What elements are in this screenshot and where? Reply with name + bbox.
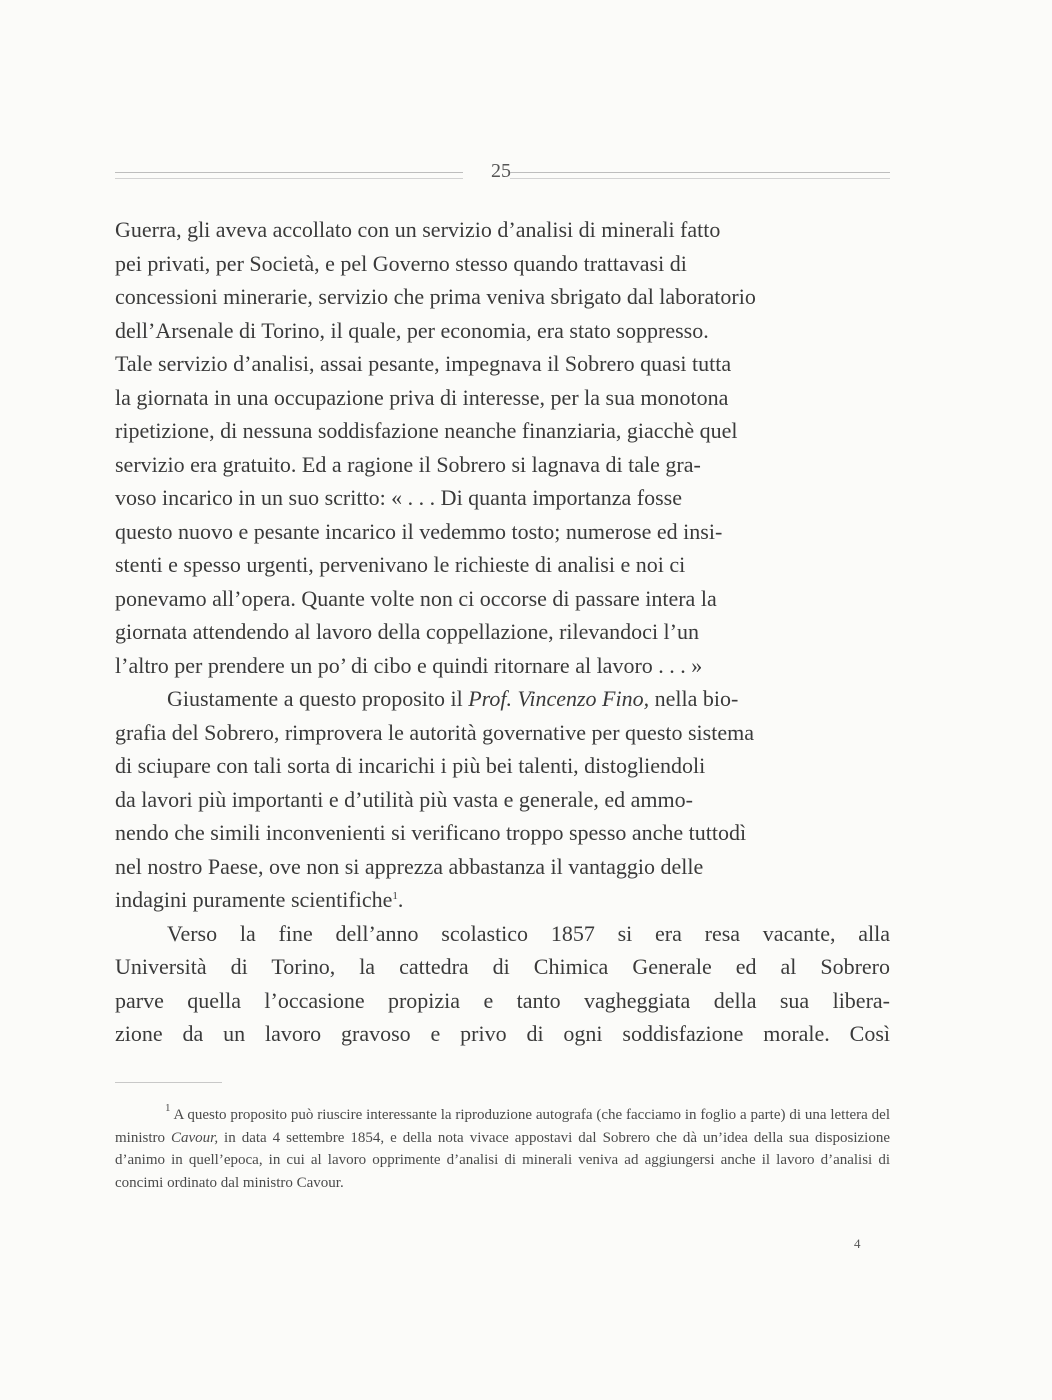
text-line: parve quella l’occasione propizia e tanto vagheggiata della sua libera- [115, 987, 890, 1013]
text-line: Verso la fine dell’anno scolastico 1857 si era resa vacante, alla [167, 920, 890, 946]
paragraph-1 [115, 213, 890, 682]
text-line: la giornata in una occupazione priva di interesse, per la sua monotona [115, 384, 729, 410]
text-line: ripetizione, di nessuna soddisfazione neanche finanziaria, giacchè quel [115, 418, 738, 443]
text-segment: A questo proposito può riuscire interessante la riproduzione autografa (che facciamo in foglio a parte) di una lettera del ministro [115, 1107, 890, 1146]
body-text [115, 213, 890, 1051]
signature-mark: 4 [854, 1236, 861, 1251]
text-line: Università di Torino, la cattedra di Chimica Generale ed al Sobrero [115, 954, 890, 979]
text-line: da lavori più importanti e d’utilità più vasta e generale, ed ammo- [115, 786, 693, 812]
text-segment: . [397, 887, 404, 912]
text-line: ponevamo all’opera. Quante volte non ci occorse di passare intera la [115, 585, 717, 611]
text-line: Tale servizio d’analisi, assai pesante, impegnava il Sobrero quasi tutta [115, 351, 732, 376]
text-line: concessioni minerarie, servizio che prima veniva sbrigato dal laboratorio [115, 284, 756, 309]
page-header [115, 160, 890, 190]
footnote-marker: 1 [165, 1102, 171, 1114]
page-number: 25 [491, 160, 511, 182]
text-line: giornata attendendo al lavoro della coppellazione, rilevandoci l’un [115, 619, 699, 644]
text-line: voso incarico in un suo scritto: « . . . Di quanta importanza fosse [115, 485, 682, 510]
header-rule-right [510, 172, 890, 179]
text-line: nel nostro Paese, ove non si apprezza abbastanza il vantaggio delle [115, 853, 704, 879]
text-line: di sciupare con tali sorta di incarichi i più bei talenti, distogliendoli [115, 753, 706, 778]
text-line: nendo che simili inconvenienti si verificano troppo spesso anche tuttodì [115, 820, 747, 845]
text-line: grafia del Sobrero, rimprovera le autorità governative per questo sistema [115, 719, 754, 745]
footnote-reference: 1 [392, 890, 398, 902]
footnote-em: Cavour, [170, 1129, 219, 1146]
text-segment: nella bio- [649, 686, 739, 711]
text-segment: Giustamente a questo proposito il [167, 686, 469, 711]
text-line: pei privati, per Società, e pel Governo stesso quando trattavasi di [115, 250, 687, 276]
text-line: questo nuovo e pesante incarico il vedemmo tosto; numerose ed insi- [115, 518, 723, 544]
footnote-rule [115, 1082, 222, 1083]
author-name: Prof. Vincenzo Fino, [468, 686, 650, 711]
footnote-text [115, 1104, 890, 1194]
text-line: dell’Arsenale di Torino, il quale, per economia, era stato soppresso. [115, 317, 709, 343]
text-line: servizio era gratuito. Ed a ragione il Sobrero si lagnava di tale gra- [115, 451, 701, 477]
text-line [115, 883, 890, 917]
footnote [115, 1104, 890, 1194]
text-line [115, 682, 890, 716]
text-segment: indagini puramente scientifiche [115, 887, 393, 912]
text-line: Guerra, gli aveva accollato con un servizio d’analisi di minerali fatto [115, 217, 721, 242]
paragraph-3 [115, 917, 890, 1051]
header-rule-left [115, 172, 463, 179]
text-line: l’altro per prendere un po’ di cibo e quindi ritornare al lavoro . . . » [115, 652, 703, 678]
text-line: stenti e spesso urgenti, pervenivano le richieste di analisi e noi ci [115, 552, 686, 577]
text-line: zione da un lavoro gravoso e privo di ogni soddisfazione morale. Così [115, 1021, 890, 1046]
text-segment: in data 4 settembre 1854, e della nota vivace appostavi dal Sobrero che dà un’idea della sua disposizione d’animo in quell’epoca, in cui al lavoro opprimente d’analisi di minerali veniva ad aggiungersi anche il lavoro d’analisi di concimi ordinato dal ministro Cavour. [115, 1129, 890, 1191]
paragraph-2 [115, 682, 890, 917]
